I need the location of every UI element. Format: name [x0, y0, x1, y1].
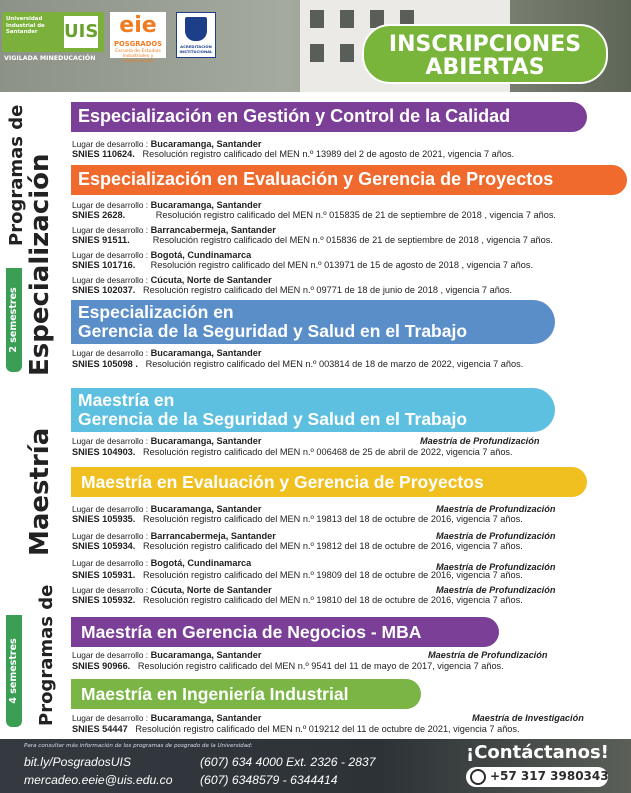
entry-lugar: Lugar de desarrollo : Bogotá, Cundinamarca: [72, 250, 252, 260]
program-band-mba: [71, 617, 499, 647]
entry-snies: SNIES 105098 . Resolución registro calificado del MEN n.º 003814 de 18 de marzo de 2022, vigencia 7 años.: [72, 359, 524, 369]
eie-logo: [110, 12, 166, 64]
entry-lugar: Lugar de desarrollo : Cúcuta, Norte de Santander: [72, 585, 272, 595]
uis-logo: [2, 12, 104, 52]
whatsapp-badge[interactable]: [466, 767, 608, 787]
entry-lugar: Lugar de desarrollo : Bucaramanga, Santander: [72, 504, 262, 514]
entry-modalidad: Maestría de Profundización: [420, 436, 540, 446]
entry-snies: SNIES 105931. Resolución registro calificado del MEN n.º 19809 del 18 de octubre de 2016, vigencia 7 años.: [72, 570, 523, 580]
entry-modalidad: Maestría de Profundización: [436, 504, 556, 514]
uis-name-line1: Universidad: [6, 16, 43, 22]
phone-2: (607) 6348579 - 6344414: [200, 773, 338, 787]
contact-heading: ¡Contáctanos!: [466, 742, 609, 763]
footer-info: Para consultar más información de los programas de posgrado de la Universidad:: [24, 743, 253, 749]
entry-lugar: Lugar de desarrollo : Barrancabermeja, Santander: [72, 531, 276, 541]
email-link[interactable]: mercadeo.eeie@uis.edu.co: [24, 773, 173, 787]
entry-lugar: Lugar de desarrollo : Bucaramanga, Santander: [72, 436, 262, 446]
entry-modalidad: Maestría de Investigación: [472, 713, 584, 723]
entry-lugar: Lugar de desarrollo : Bucaramanga, Santander: [72, 200, 262, 210]
entry-snies: SNIES 102037. Resolución registro calificado del MEN n.º 09771 de 18 de junio de 2018 , vigencia 7 años.: [72, 285, 513, 295]
posgrados-link[interactable]: bit.ly/PosgradosUIS: [24, 755, 132, 769]
acreditacion-logo: [176, 12, 216, 58]
entry-snies: SNIES 105932. Resolución registro calificado del MEN n.º 19810 del 18 de octubre de 2016, vigencia 7 años.: [72, 595, 523, 605]
entry-modalidad: Maestría de Profundización: [436, 531, 556, 541]
program-title: Maestría en Gerencia de Negocios - MBA: [81, 622, 422, 642]
uis-name-line2: Industrial de: [6, 22, 45, 29]
whatsapp-number: +57 317 3980343: [490, 769, 609, 783]
entry-snies: SNIES 90966. Resolución registro calificado del MEN n.º 9541 del 11 de mayo de 2017, vigencia 7 años.: [72, 661, 504, 671]
entry-lugar: Lugar de desarrollo : Barrancabermeja, Santander: [72, 225, 276, 235]
shield-icon: [185, 17, 207, 41]
program-band-ing-industrial: [71, 679, 421, 709]
program-band-eval-proyectos: [71, 165, 627, 195]
entry-snies: SNIES 2628. Resolución registro calificado del MEN n.º 015835 de 21 de septiembre de 2018 , vigencia 7 años.: [72, 210, 556, 220]
entry-snies: SNIES 110624. Resolución registro calificado del MEN n.º 13989 del 2 de agosto de 2021, vigencia 7 años.: [72, 149, 515, 159]
rail-programas-esp: Programas de: [6, 104, 27, 246]
uis-name-line3: Santander: [6, 29, 38, 35]
rail-sem-esp: 2 semestres: [6, 268, 22, 372]
entry-lugar: Lugar de desarrollo : Bogotá, Cundinamarca: [72, 558, 252, 568]
program-band-esp-sst: [71, 300, 555, 344]
entry-snies: SNIES 105935. Resolución registro calificado del MEN n.º 19813 del 18 de octubre de 2016, vigencia 7 años.: [72, 514, 523, 524]
entry-lugar: Lugar de desarrollo : Bucaramanga, Santander: [72, 650, 262, 660]
rail-maestria: Maestría: [25, 427, 55, 556]
entry-lugar: Lugar de desarrollo : Bucaramanga, Santander: [72, 713, 262, 723]
rail-programas-mae: Programas de: [36, 584, 57, 726]
program-title-line1: Especialización en: [78, 302, 234, 322]
entry-lugar: Lugar de desarrollo : Cúcuta, Norte de Santander: [72, 275, 272, 285]
entry-modalidad: Maestría de Profundización: [436, 585, 556, 595]
vigilada-text: VIGILADA MINEDUCACIÓN: [4, 55, 96, 62]
program-title: Maestría en Ingeniería Industrial: [81, 684, 349, 704]
inscripciones-line2: ABIERTAS: [425, 55, 545, 80]
entry-snies: SNIES 54447 Resolución registro calificado del MEN n.º 019212 del 11 de octubre de 2021, vigencia 7 años.: [72, 724, 520, 734]
rail-especializacion: Especialización: [25, 153, 55, 376]
acred-text: ACREDITACIÓN INSTITUCIONAL: [179, 44, 213, 54]
eie-posgrados: POSGRADOS: [113, 40, 163, 48]
inscripciones-badge: [362, 24, 608, 84]
program-band-mae-sst: [71, 388, 555, 432]
entry-snies: SNIES 104903. Resolución registro calificado del MEN n.º 006468 de 25 de abril de 2022, vigencia 7 años.: [72, 447, 513, 457]
whatsapp-icon: [470, 769, 486, 785]
inscripciones-line1: INSCRIPCIONES: [388, 32, 582, 57]
entry-modalidad: Maestría de Profundización: [428, 650, 548, 660]
entry-lugar: Lugar de desarrollo : Bucaramanga, Santander: [72, 348, 262, 358]
eie-sub: Escuela de Estudios Industriales y Empresariales: [115, 49, 161, 64]
eie-mark: eie: [119, 13, 157, 38]
uis-mark: UIS: [64, 16, 98, 48]
program-title: Especialización en Evaluación y Gerencia de Proyectos: [78, 169, 554, 189]
entry-snies: SNIES 91511. Resolución registro calificado del MEN n.º 015836 de 21 de septiembre de 2018 , vigencia 7 años.: [72, 235, 553, 245]
entry-snies: SNIES 105934. Resolución registro calificado del MEN n.º 19812 del 18 de octubre de 2016, vigencia 7 años.: [72, 541, 523, 551]
header-banner: [0, 0, 631, 92]
rail-sem-mae: 4 semestres: [6, 615, 22, 727]
program-band-mae-proyectos: [71, 467, 587, 497]
entry-modalidad: Maestría de Profundización: [436, 562, 556, 572]
program-title-line1: Maestría en: [78, 390, 175, 410]
entry-lugar: Lugar de desarrollo : Bucaramanga, Santander: [72, 139, 262, 149]
program-title: Gerencia de la Seguridad y Salud en el Trabajo: [78, 321, 468, 341]
program-title: Gerencia de la Seguridad y Salud en el Trabajo: [78, 409, 468, 429]
entry-snies: SNIES 101716. Resolución registro calificado del MEN n.º 013971 de 15 de agosto de 2018 , vigencia 7 años.: [72, 260, 534, 270]
program-band-calidad: [71, 102, 587, 132]
phone-1: (607) 634 4000 Ext. 2326 - 2837: [200, 755, 376, 769]
program-title: Especialización en Gestión y Control de la Calidad: [78, 106, 511, 126]
program-title: Maestría en Evaluación y Gerencia de Proyectos: [81, 472, 484, 492]
